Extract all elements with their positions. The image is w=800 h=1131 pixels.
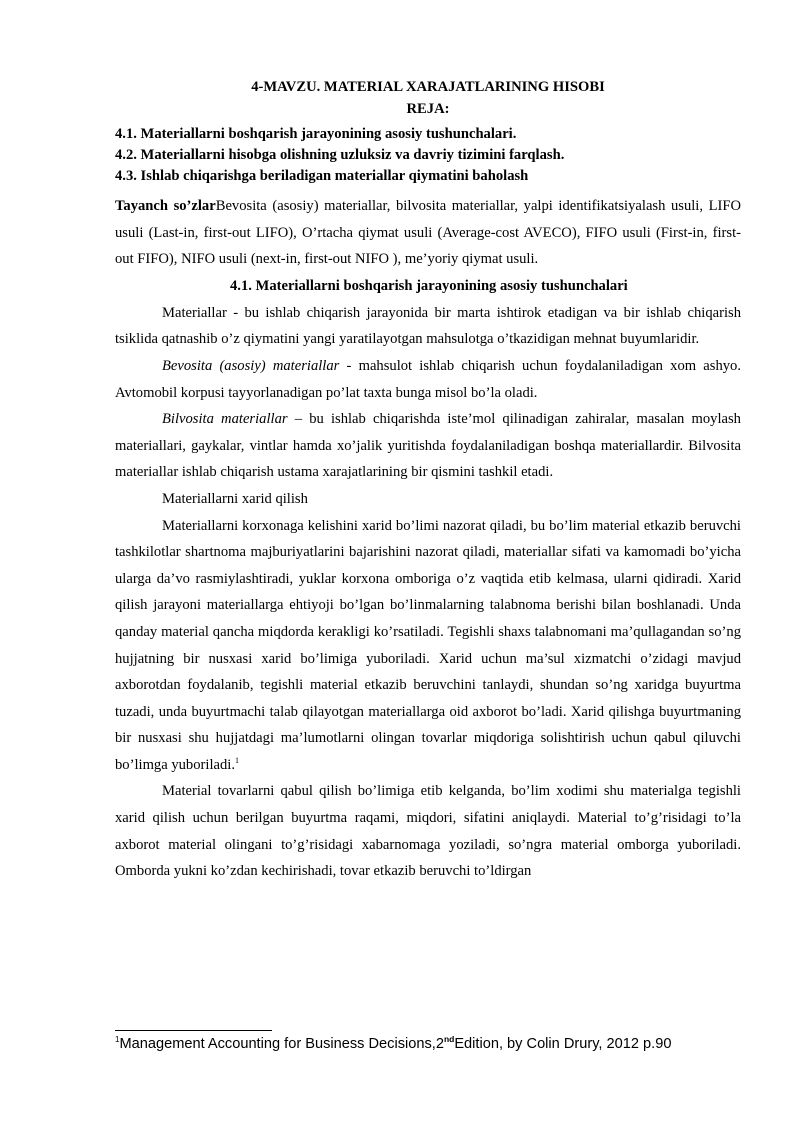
plan-heading: REJA: (406, 101, 450, 117)
term-direct-materials: Bevosita (asosiy) materiallar (162, 357, 340, 374)
keywords-text: Bevosita (asosiy) materiallar, bilvosita materiallar, yalpi identifikatsiyalash usuli, LIFO usuli (Last-in, first-out LIFO), O’rtacha qiymat usuli (Average-cost AVECO), FIFO usuli (First-in, first-out FIFO), NIFO usuli (next-in, first-out NIFO ), me’yoriy qiymat usuli. (115, 198, 741, 268)
footnote-text: Management Accounting for Business Decisions,2 (119, 1036, 444, 1052)
paragraph-purchasing-heading: Materiallarni xarid qilish (162, 490, 308, 507)
footnote-divider (115, 1030, 272, 1031)
term-indirect-materials: Bilvosita materiallar (162, 411, 288, 428)
footnote (115, 1036, 671, 1052)
footnote-reference: 1 (234, 756, 239, 766)
paragraph-text: - mahsulot ishlab chiqarish uchun foydalaniladigan xom ashyo. Avtomobil korpusi tayyorlanadigan po’lat taxta bunga misol bo’la oladi. (115, 357, 741, 401)
page-title: 4-MAVZU. MATERIAL XARAJATLARINING HISOBI (251, 79, 605, 95)
paragraph-direct-materials (115, 353, 741, 406)
plan-item: 4.3. Ishlab chiqarishga beriladigan materiallar qiymatini baholash (115, 168, 529, 184)
footnote-mark: 1 (115, 1035, 120, 1045)
keywords-paragraph (115, 193, 741, 273)
paragraph-indirect-materials (115, 406, 741, 486)
section-title: 4.1. Materiallarni boshqarish jarayonining asosiy tushunchalari (230, 277, 628, 294)
paragraph-text: Materiallarni korxonaga kelishini xarid bo’limi nazorat qiladi, bu bo’lim material etkazib beruvchi tashkilotlar shartnoma majburiyatlarini bajarishini nazorat qiladi, materiallar sifati va kamomadi bo’yicha ularga da’vo rasmiylashtiradi, yuklar korxona omboriga o’z vaqtida etib kelmasa, ularni qidiradi. Xarid qilish jarayoni materiallarga ehtiyoji bo’lgan bo’linmalarning talabnoma berishi bilan boshlanadi. Unda qanday material qancha miqdorda kerakligi ko’rsatiladi. Tegishli shaxs talabnomani ma’qullagandan so’ng hujjatning bir nusxasi xarid bo’limiga yuboriladi. Xarid uchun ma’sul xizmatchi o’zidagi mavjud axborotdan foydalanib, tegishli material etkazib beruvchini tanlaydi, shundan so’ng xaridga buyurtma tuzadi, unda buyurtmachi talab qilayotgan materiallarga oid axborot bo’ladi. Xarid qilishga buyurtmaning bir nusxasi shu hujjatdagi ma’lumotlarni olingan tovarlar miqdoriga solishtirish uchun qabul qiluvchi bo’limga yuboriladi. (115, 517, 741, 773)
paragraph-receiving: Material tovarlarni qabul qilish bo’limiga etib kelganda, bo’lim xodimi shu materialga tegishli xarid qilish uchun berilgan buyurtma raqami, miqdori, sifatini aniqlaydi. Material to’g’risidagi to’la axborot material olingani to’g’risidagi xabarnomaga yoziladi, so’ngra material omborga yuboriladi. Omborda yukni ko’zdan kechirishadi, tovar etkazib beruvchi to’ldirgan (115, 783, 741, 880)
paragraph-purchasing (115, 513, 741, 779)
paragraph-text: – bu ishlab chiqarishda iste’mol qilinadigan zahiralar, masalan moylash materiallari, gaykalar, vintlar hamda xo’jalik yuritishda foydalaniladigan boshqa materiallardir. Bilvosita materiallar ishlab chiqarish ustama xarajatlarining bir qismini tashkil etadi. (115, 411, 741, 481)
plan-item: 4.1. Materiallarni boshqarish jarayonining asosiy tushunchalari. (115, 126, 517, 142)
footnote-text: Edition, by Colin Drury, 2012 p.90 (454, 1036, 672, 1052)
plan-list (115, 124, 741, 187)
keywords-label: Tayanch so’zlar (115, 198, 216, 214)
footnote-superscript: nd (443, 1034, 455, 1045)
plan-item: 4.2. Materiallarni hisobga olishning uzluksiz va davriy tizimini farqlash. (115, 147, 565, 163)
document-page (115, 76, 741, 885)
paragraph-materials: Materiallar - bu ishlab chiqarish jarayonida bir marta ishtirok etadigan va bir ishlab chiqarish tsiklida qatnashib o’z qiymatini yangi yaratilayotgan mahsulotga o’tkazidigan mehnat buyumlaridir. (115, 304, 741, 348)
